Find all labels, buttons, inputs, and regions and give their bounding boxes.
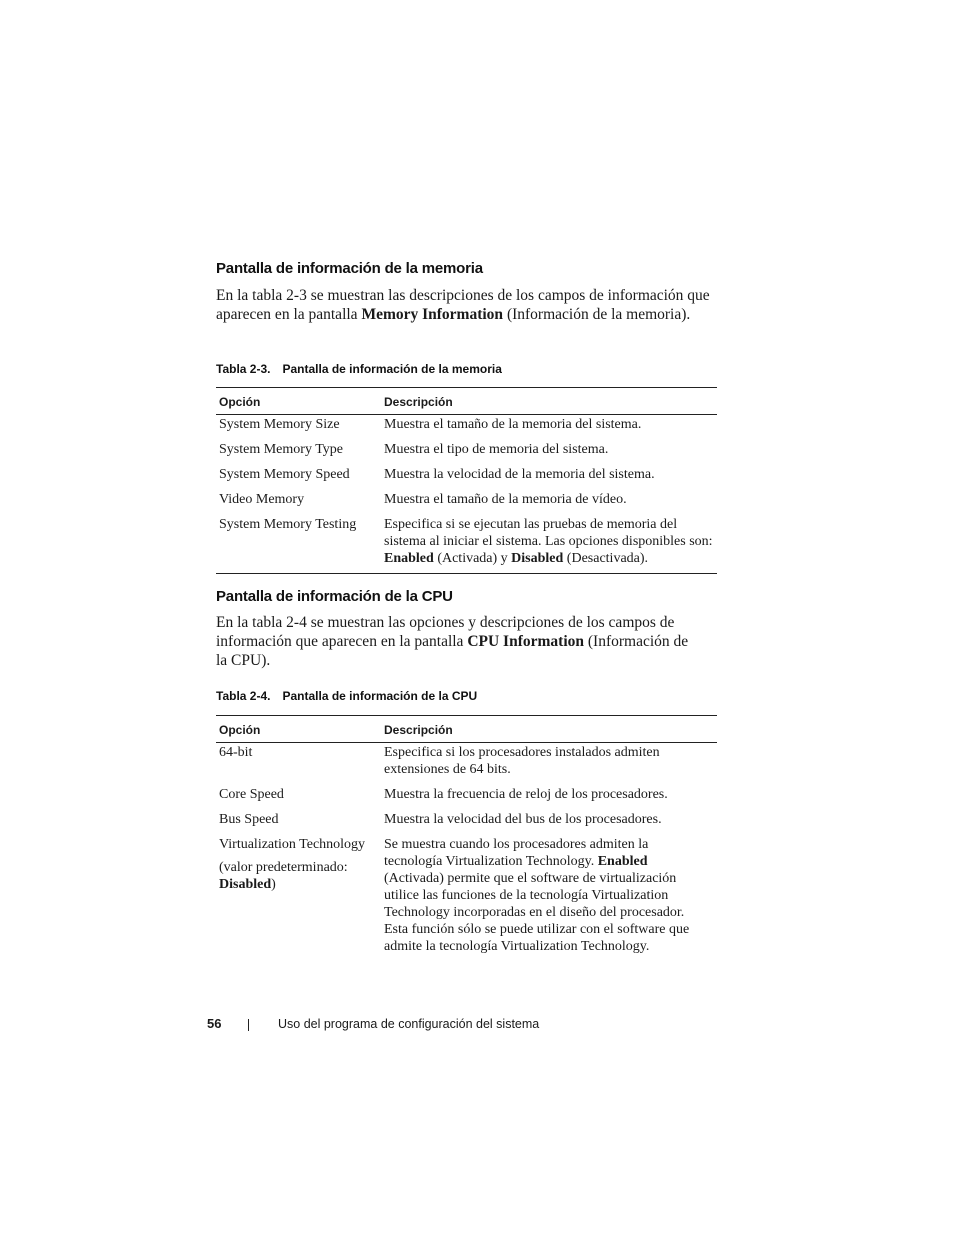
table-row [216,811,717,836]
description-cell: Muestra el tamaño de la memoria del sistema. [384,417,642,432]
table-row [216,466,717,491]
table-label: Tabla 2-3. [216,362,271,376]
cpu-info-table [216,715,717,966]
table-row [216,491,717,516]
table-title: Pantalla de información de la CPU [282,689,478,703]
description-cell: Especifica si se ejecutan las pruebas de memoria del sistema al iniciar el sistema. Las opciones disponibles son: Enabled (Activada) y Disabled (Desactivada). [384,517,713,566]
page-number: 56 [207,1016,222,1031]
column-header-option: Opción [219,395,261,409]
option-cell: Video Memory [219,492,305,507]
description-cell: Muestra la frecuencia de reloj de los procesadores. [384,787,668,802]
table-title: Pantalla de información de la memoria [282,362,502,376]
description-cell: Muestra el tamaño de la memoria de vídeo. [384,492,627,507]
option-name: Virtualization Technology [219,837,366,852]
section-heading-cpu: Pantalla de información de la CPU [216,588,453,605]
description-cell: Se muestra cuando los procesadores admiten la tecnología Virtualization Technology. Enabled (Activada) permite que el software de virtualización utilice las funciones de la tecnología Virtualization Technology incorporadas en el diseño del procesador. Esta función sólo se puede utilizar con el software que admite la tecnología Virtualization Technology. [384,837,690,954]
table-caption-cpu [216,689,477,703]
option-cell: Core Speed [219,787,284,802]
table-row [216,836,717,961]
table-row [216,441,717,466]
table-row [216,744,717,786]
option-cell: System Memory Speed [219,467,350,482]
column-header-option: Opción [219,723,261,737]
description-cell: Especifica si los procesadores instalados admiten extensiones de 64 bits. [384,745,660,777]
description-cell: Muestra la velocidad de la memoria del sistema. [384,467,655,482]
table-row [216,786,717,811]
table-row [216,516,717,571]
option-cell [219,836,379,893]
table-label: Tabla 2-4. [216,689,271,703]
intro-paragraph-memory: En la tabla 2-3 se muestran las descripciones de los campos de información que aparecen en la pantalla Memory Information (Información de la memoria). [216,287,710,323]
description-cell: Muestra la velocidad del bus de los procesadores. [384,812,662,827]
option-cell: 64-bit [219,745,253,760]
table-header [216,388,717,415]
column-header-description: Descripción [384,395,453,409]
memory-info-table [216,387,717,574]
table-row [216,416,717,441]
intro-paragraph-cpu: En la tabla 2-4 se muestran las opciones y descripciones de los campos de información que aparecen en la pantalla CPU Information (Información de la CPU). [216,614,689,669]
section-heading-memory: Pantalla de información de la memoria [216,260,483,277]
footer-chapter-title: Uso del programa de configuración del sistema [278,1017,540,1031]
table-caption-memory [216,362,502,376]
footer-separator [248,1019,249,1031]
option-cell: System Memory Type [219,442,343,457]
table-header [216,716,717,743]
column-header-description: Descripción [384,723,453,737]
option-cell: System Memory Size [219,417,340,432]
description-cell: Muestra el tipo de memoria del sistema. [384,442,609,457]
option-cell: System Memory Testing [219,517,357,532]
option-cell: Bus Speed [219,812,279,827]
option-default-note: (valor predeterminado: Disabled) [219,860,348,892]
